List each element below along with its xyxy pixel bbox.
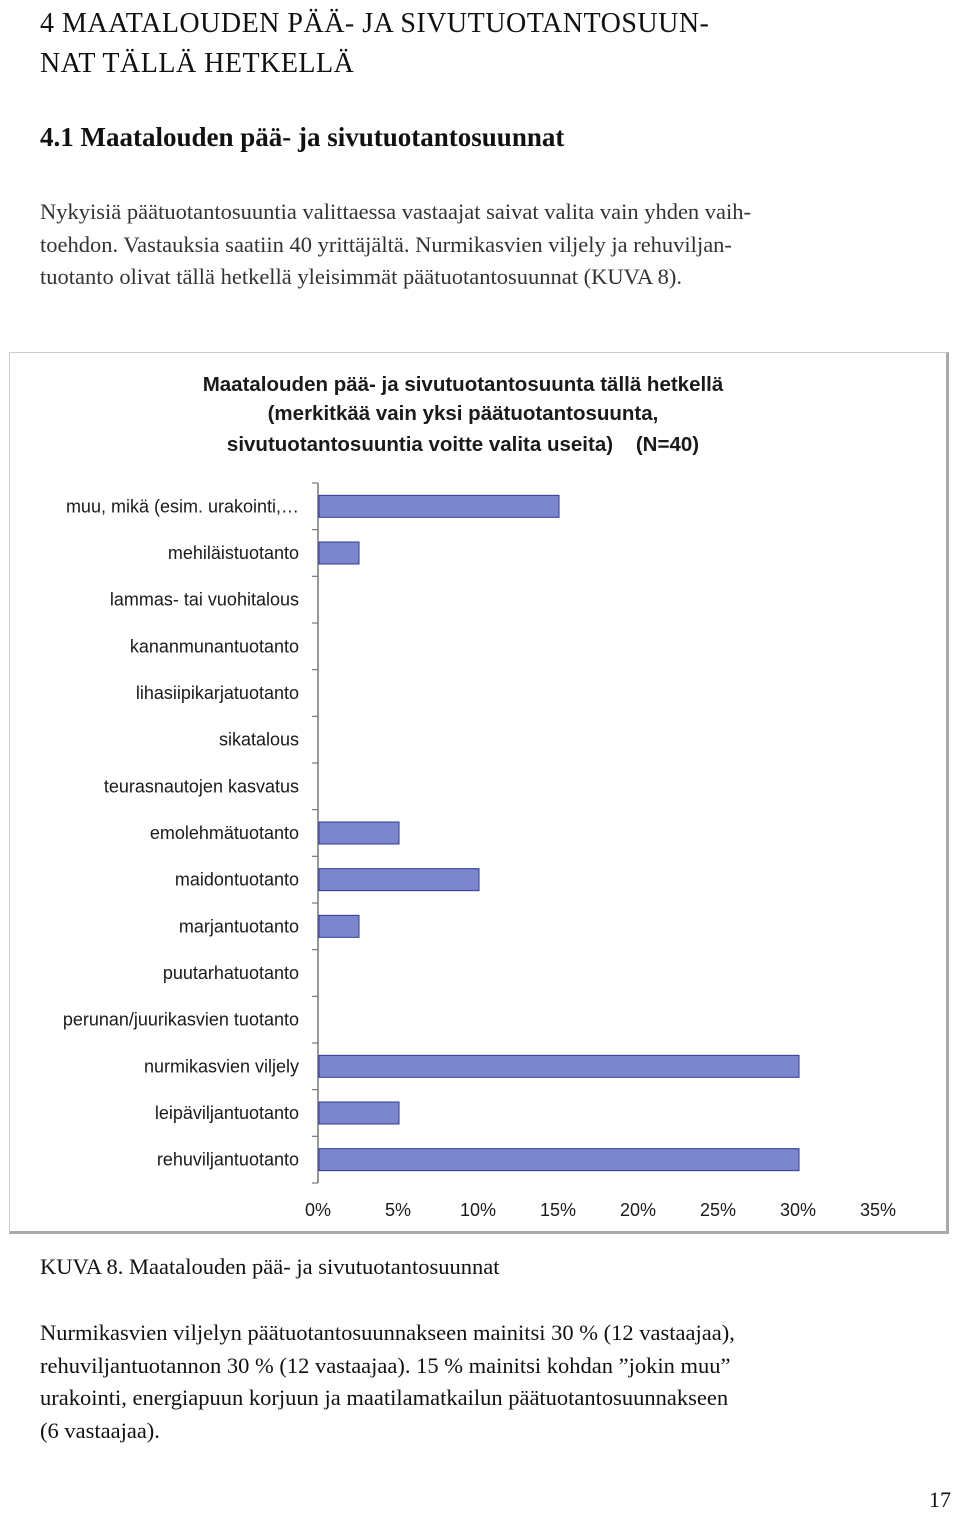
category-label: kananmunantuotanto	[129, 636, 299, 657]
x-tick-label: 0%	[304, 1200, 332, 1220]
category-label: mehiläistuotanto	[167, 543, 299, 563]
x-tick-labels	[305, 1200, 896, 1220]
category-label: marjantuotanto	[178, 916, 299, 937]
closing-paragraph	[40, 1317, 945, 1447]
chart-title-line: (merkitkää vain yksi päätuotantosuunta,	[267, 402, 659, 425]
x-tick-label: 20%	[619, 1200, 657, 1220]
category-label: teurasnautojen kasvatus	[103, 776, 299, 797]
page-number: 17	[929, 1487, 951, 1512]
closing-line: Nurmikasvien viljelyn päätuotantosuunnakseen mainitsi 30 % (12 vastaajaa),	[40, 1320, 735, 1345]
x-tick-label: 35%	[859, 1200, 897, 1220]
category-label: maidontuotanto	[174, 869, 299, 890]
closing-line: urakointi, energiapuun korjuun ja maatilamatkailun päätuotantosuunnakseen	[40, 1385, 729, 1410]
intro-line: tuotanto olivat tällä hetkellä yleisimmät päätuotantosuunnat (KUVA 8).	[40, 264, 682, 289]
x-tick-label: 25%	[699, 1200, 737, 1220]
bar	[319, 495, 559, 517]
category-label: rehuviljantuotanto	[156, 1149, 299, 1170]
category-labels	[63, 496, 299, 1169]
section-heading: 4.1 Maatalouden pää- ja sivutuotantosuunnat	[40, 122, 565, 152]
chart-title-line: sivutuotantosuuntia voitte valita useita) (N=40)	[226, 433, 700, 456]
category-label: muu, mikä (esim. urakointi,…	[65, 496, 299, 517]
chart-title	[203, 373, 724, 456]
category-label: perunan/juurikasvien tuotanto	[62, 1009, 299, 1030]
figure-caption: KUVA 8. Maatalouden pää- ja sivutuotantosuunnat	[40, 1254, 500, 1279]
chapter-heading-line-1: 4 MAATALOUDEN PÄÄ- JA SIVUTUOTANTOSUUN-	[40, 8, 710, 39]
category-label: emolehmätuotanto	[149, 823, 299, 843]
category-label: leipäviljantuotanto	[154, 1103, 299, 1123]
x-tick-label: 30%	[779, 1200, 817, 1220]
bar	[319, 869, 479, 891]
bar	[319, 1055, 799, 1077]
category-label: lihasiipikarjatuotanto	[135, 683, 299, 703]
x-tick-label: 15%	[539, 1200, 577, 1220]
bar	[319, 1149, 799, 1171]
chart-title-line: Maatalouden pää- ja sivutuotantosuunta tällä hetkellä	[202, 373, 724, 396]
bar	[319, 822, 399, 844]
bar	[319, 542, 359, 564]
chapter-heading-line-2: NAT TÄLLÄ HETKELLÄ	[40, 48, 355, 79]
category-label: lammas- tai vuohitalous	[109, 589, 299, 610]
intro-line: Nykyisiä päätuotantosuuntia valittaessa vastaajat saivat valita vain yhden vaih-	[40, 199, 752, 224]
chart-axes	[312, 483, 318, 1183]
bar	[319, 1102, 399, 1124]
chart-bars	[319, 495, 799, 1170]
x-tick-label: 10%	[459, 1200, 497, 1220]
category-label: sikatalous	[218, 729, 299, 750]
bar	[319, 915, 359, 937]
x-tick-label: 5%	[384, 1200, 412, 1220]
closing-line: (6 vastaajaa).	[40, 1417, 160, 1443]
category-label: nurmikasvien viljely	[143, 1056, 299, 1077]
intro-line: toehdon. Vastauksia saatiin 40 yrittäjältä. Nurmikasvien viljely ja rehuviljan-	[40, 231, 732, 257]
category-label: puutarhatuotanto	[162, 963, 299, 983]
closing-line: rehuviljantuotannon 30 % (12 vastaajaa). 15 % mainitsi kohdan ”jokin muu”	[40, 1352, 731, 1378]
